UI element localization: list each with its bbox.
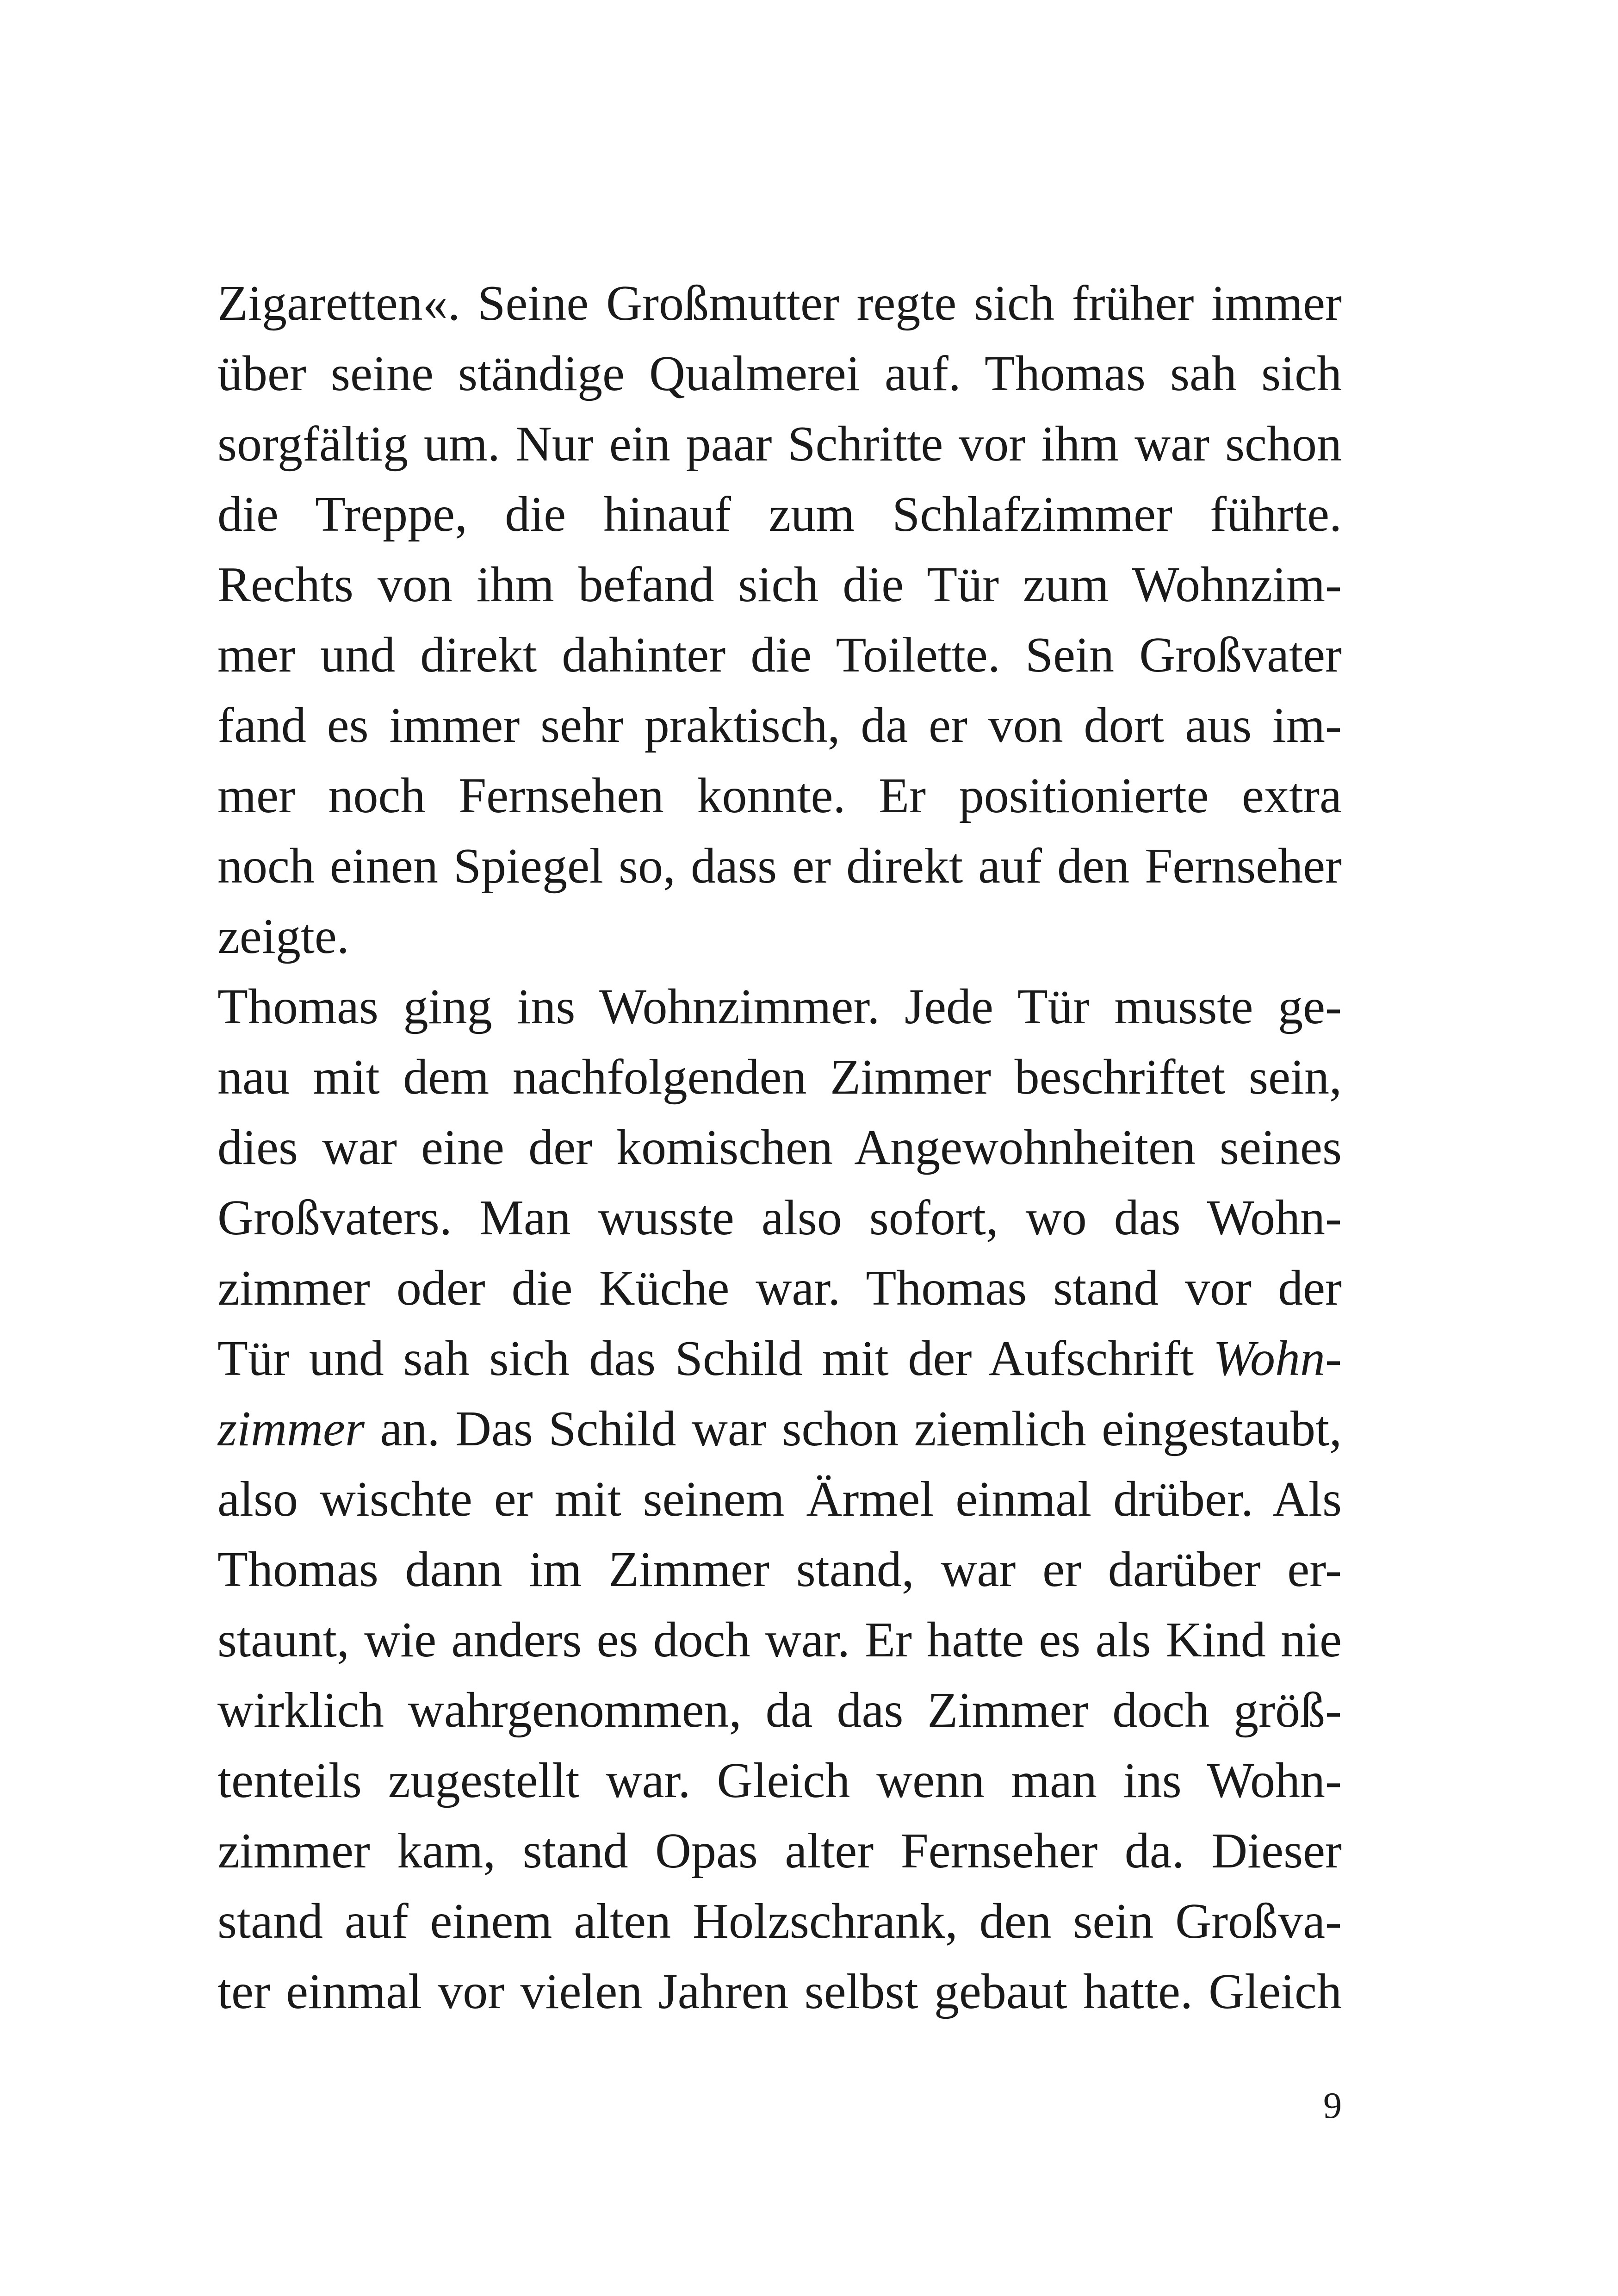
text-line-13: dies war eine der komischen Angewohnheiten seines — [217, 1120, 1342, 1175]
text-line-25: ter einmal vor vielen Jahren selbst gebaut hatte. Gleich — [217, 1964, 1342, 2019]
text-line-11: Thomas ging ins Wohnzimmer. Jede Tür musste ge- — [217, 979, 1342, 1034]
italic-sign-text-end: zimmer — [217, 1401, 365, 1456]
text-line-7: fand es immer sehr praktisch, da er von dort aus im- — [217, 698, 1342, 753]
text-line-2: über seine ständige Qualmerei auf. Thomas sah sich — [217, 346, 1342, 401]
text-line-16 — [217, 1324, 1342, 1394]
text-line-8: mer noch Fernsehen konnte. Er positionierte extra — [217, 768, 1342, 823]
text-line-16-start: Tür und sah sich das Schild mit der Aufschrift — [217, 1331, 1213, 1386]
text-line-15: zimmer oder die Küche war. Thomas stand vor der — [217, 1261, 1342, 1316]
text-line-18: also wischte er mit seinem Ärmel einmal drüber. Als — [217, 1472, 1342, 1527]
text-line-10: zeigte. — [217, 909, 349, 964]
text-line-24: stand auf einem alten Holzschrank, den sein Großva- — [217, 1894, 1342, 1949]
text-line-1: Zigaretten«. Seine Großmutter regte sich früher immer — [217, 276, 1342, 331]
italic-sign-text-start: Wohn- — [1213, 1331, 1342, 1386]
text-line-21: wirklich wahrgenommen, da das Zimmer doch größ- — [217, 1683, 1342, 1738]
text-line-14: Großvaters. Man wusste also sofort, wo das Wohn- — [217, 1190, 1342, 1245]
text-line-3: sorgfältig um. Nur ein paar Schritte vor ihm war schon — [217, 417, 1342, 472]
text-line-12: nau mit dem nachfolgenden Zimmer beschriftet sein, — [217, 1050, 1342, 1105]
text-line-17 — [217, 1394, 1342, 1464]
text-line-6: mer und direkt dahinter die Toilette. Sein Großvater — [217, 628, 1342, 683]
text-line-20: staunt, wie anders es doch war. Er hatte es als Kind nie — [217, 1612, 1342, 1668]
body-text — [217, 268, 1342, 2027]
page-number: 9 — [1323, 2085, 1342, 2126]
text-line-22: tenteils zugestellt war. Gleich wenn man ins Wohn- — [217, 1753, 1342, 1808]
text-line-9: noch einen Spiegel so, dass er direkt auf den Fernseher — [217, 839, 1342, 894]
text-line-19: Thomas dann im Zimmer stand, war er darüber er- — [217, 1542, 1342, 1597]
text-line-5: Rechts von ihm befand sich die Tür zum Wohnzim- — [217, 557, 1342, 612]
text-line-23: zimmer kam, stand Opas alter Fernseher da. Dieser — [217, 1823, 1342, 1879]
text-line-17-end: an. Das Schild war schon ziemlich eingestaubt, — [365, 1401, 1342, 1456]
text-line-4: die Treppe, die hinauf zum Schlafzimmer führte. — [217, 487, 1342, 542]
